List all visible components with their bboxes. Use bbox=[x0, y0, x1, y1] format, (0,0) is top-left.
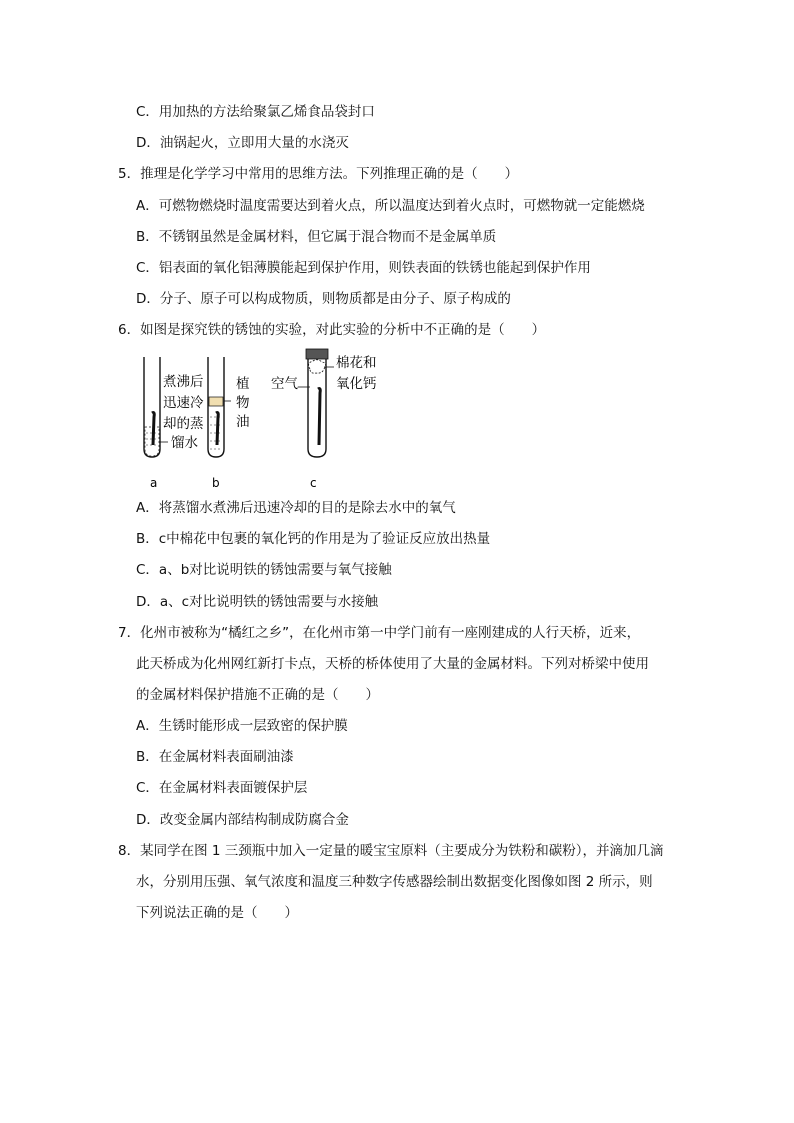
tube-a-label-line2: 迅速冷 bbox=[163, 395, 204, 411]
q5-option-a: A．可燃物燃烧时温度需要达到着火点，所以温度达到着火点时，可燃物就一定能燃烧 bbox=[136, 198, 645, 214]
test-tube-b bbox=[208, 357, 231, 457]
oil-layer bbox=[209, 397, 223, 406]
q6-option-d: D．a、c对比说明铁的锈蚀需要与水接触 bbox=[136, 594, 379, 610]
iron-nail-b bbox=[216, 413, 218, 446]
tube-c-air-label: 空气 bbox=[271, 376, 298, 392]
tube-c-letter: c bbox=[310, 476, 317, 490]
q8-stem-line2: 水，分别用压强、氧气浓度和温度三种数字传感器绘制出数据变化图像如图 2 所示，则 bbox=[136, 874, 653, 890]
cotton-ball bbox=[309, 360, 326, 373]
tube-a-label-line4: 馏水 bbox=[171, 435, 198, 451]
q7-option-b: B．在金属材料表面刷油漆 bbox=[136, 749, 294, 765]
rubber-stopper bbox=[306, 349, 328, 359]
tube-b-letter: b bbox=[212, 476, 220, 490]
q7-stem-line2: 此天桥成为化州网红新打卡点，天桥的桥体使用了大量的金属材料。下列对桥梁中使用 bbox=[136, 656, 649, 672]
tube-c-label-line1: 棉花和 bbox=[336, 355, 377, 371]
tube-a-label-line3: 却的蒸 bbox=[163, 416, 204, 432]
q4-option-c: C．用加热的方法给聚氯乙烯食品袋封口 bbox=[136, 104, 375, 120]
tube-b-label-line1: 植 bbox=[236, 376, 250, 392]
q8-stem-line1: 8．某同学在图 1 三颈瓶中加入一定量的暖宝宝原料（主要成分为铁粉和碳粉），并滴加几滴 bbox=[118, 843, 664, 859]
q6-option-c: C．a、b对比说明铁的锈蚀需要与氧气接触 bbox=[136, 562, 392, 578]
tube-a-label-line1: 煮沸后 bbox=[163, 374, 204, 390]
q6-option-b: B．c中棉花中包裹的氧化钙的作用是为了验证反应放出热量 bbox=[136, 531, 491, 547]
q7-stem-line3: 的金属材料保护措施不正确的是（ ） bbox=[136, 687, 379, 703]
q6-option-a: A．将蒸馏水煮沸后迅速冷却的目的是除去水中的氧气 bbox=[136, 500, 456, 516]
tube-c-label-line2: 氧化钙 bbox=[336, 376, 377, 392]
test-tube-c bbox=[298, 349, 334, 457]
tube-a-letter: a bbox=[150, 476, 158, 490]
q7-option-d: D．改变金属内部结构制成防腐合金 bbox=[136, 812, 349, 828]
tube-b-label-line2: 物 bbox=[236, 395, 250, 411]
q7-option-a: A．生锈时能形成一层致密的保护膜 bbox=[136, 718, 348, 734]
iron-nail-c bbox=[318, 389, 320, 446]
q5-stem: 5．推理是化学学习中常用的思维方法。下列推理正确的是（ ） bbox=[118, 166, 519, 182]
q8-stem-line3: 下列说法正确的是（ ） bbox=[136, 905, 298, 921]
q7-stem-line1: 7．化州市被称为“橘红之乡”，在化州市第一中学门前有一座刚建成的人行天桥，近来， bbox=[118, 625, 641, 641]
q7-option-c: C．在金属材料表面镀保护层 bbox=[136, 780, 308, 796]
rust-experiment-figure bbox=[138, 345, 398, 495]
iron-nail-a bbox=[152, 413, 154, 446]
tube-b-label-line3: 油 bbox=[236, 414, 250, 430]
q5-option-b: B．不锈钢虽然是金属材料，但它属于混合物而不是金属单质 bbox=[136, 229, 497, 245]
q6-stem: 6．如图是探究铁的锈蚀的实验，对此实验的分析中不正确的是（ ） bbox=[118, 322, 546, 338]
q4-option-d: D．油锅起火，立即用大量的水浇灭 bbox=[136, 135, 349, 151]
q5-option-d: D．分子、原子可以构成物质，则物质都是由分子、原子构成的 bbox=[136, 291, 511, 307]
q5-option-c: C．铝表面的氧化铝薄膜能起到保护作用，则铁表面的铁锈也能起到保护作用 bbox=[136, 260, 591, 276]
